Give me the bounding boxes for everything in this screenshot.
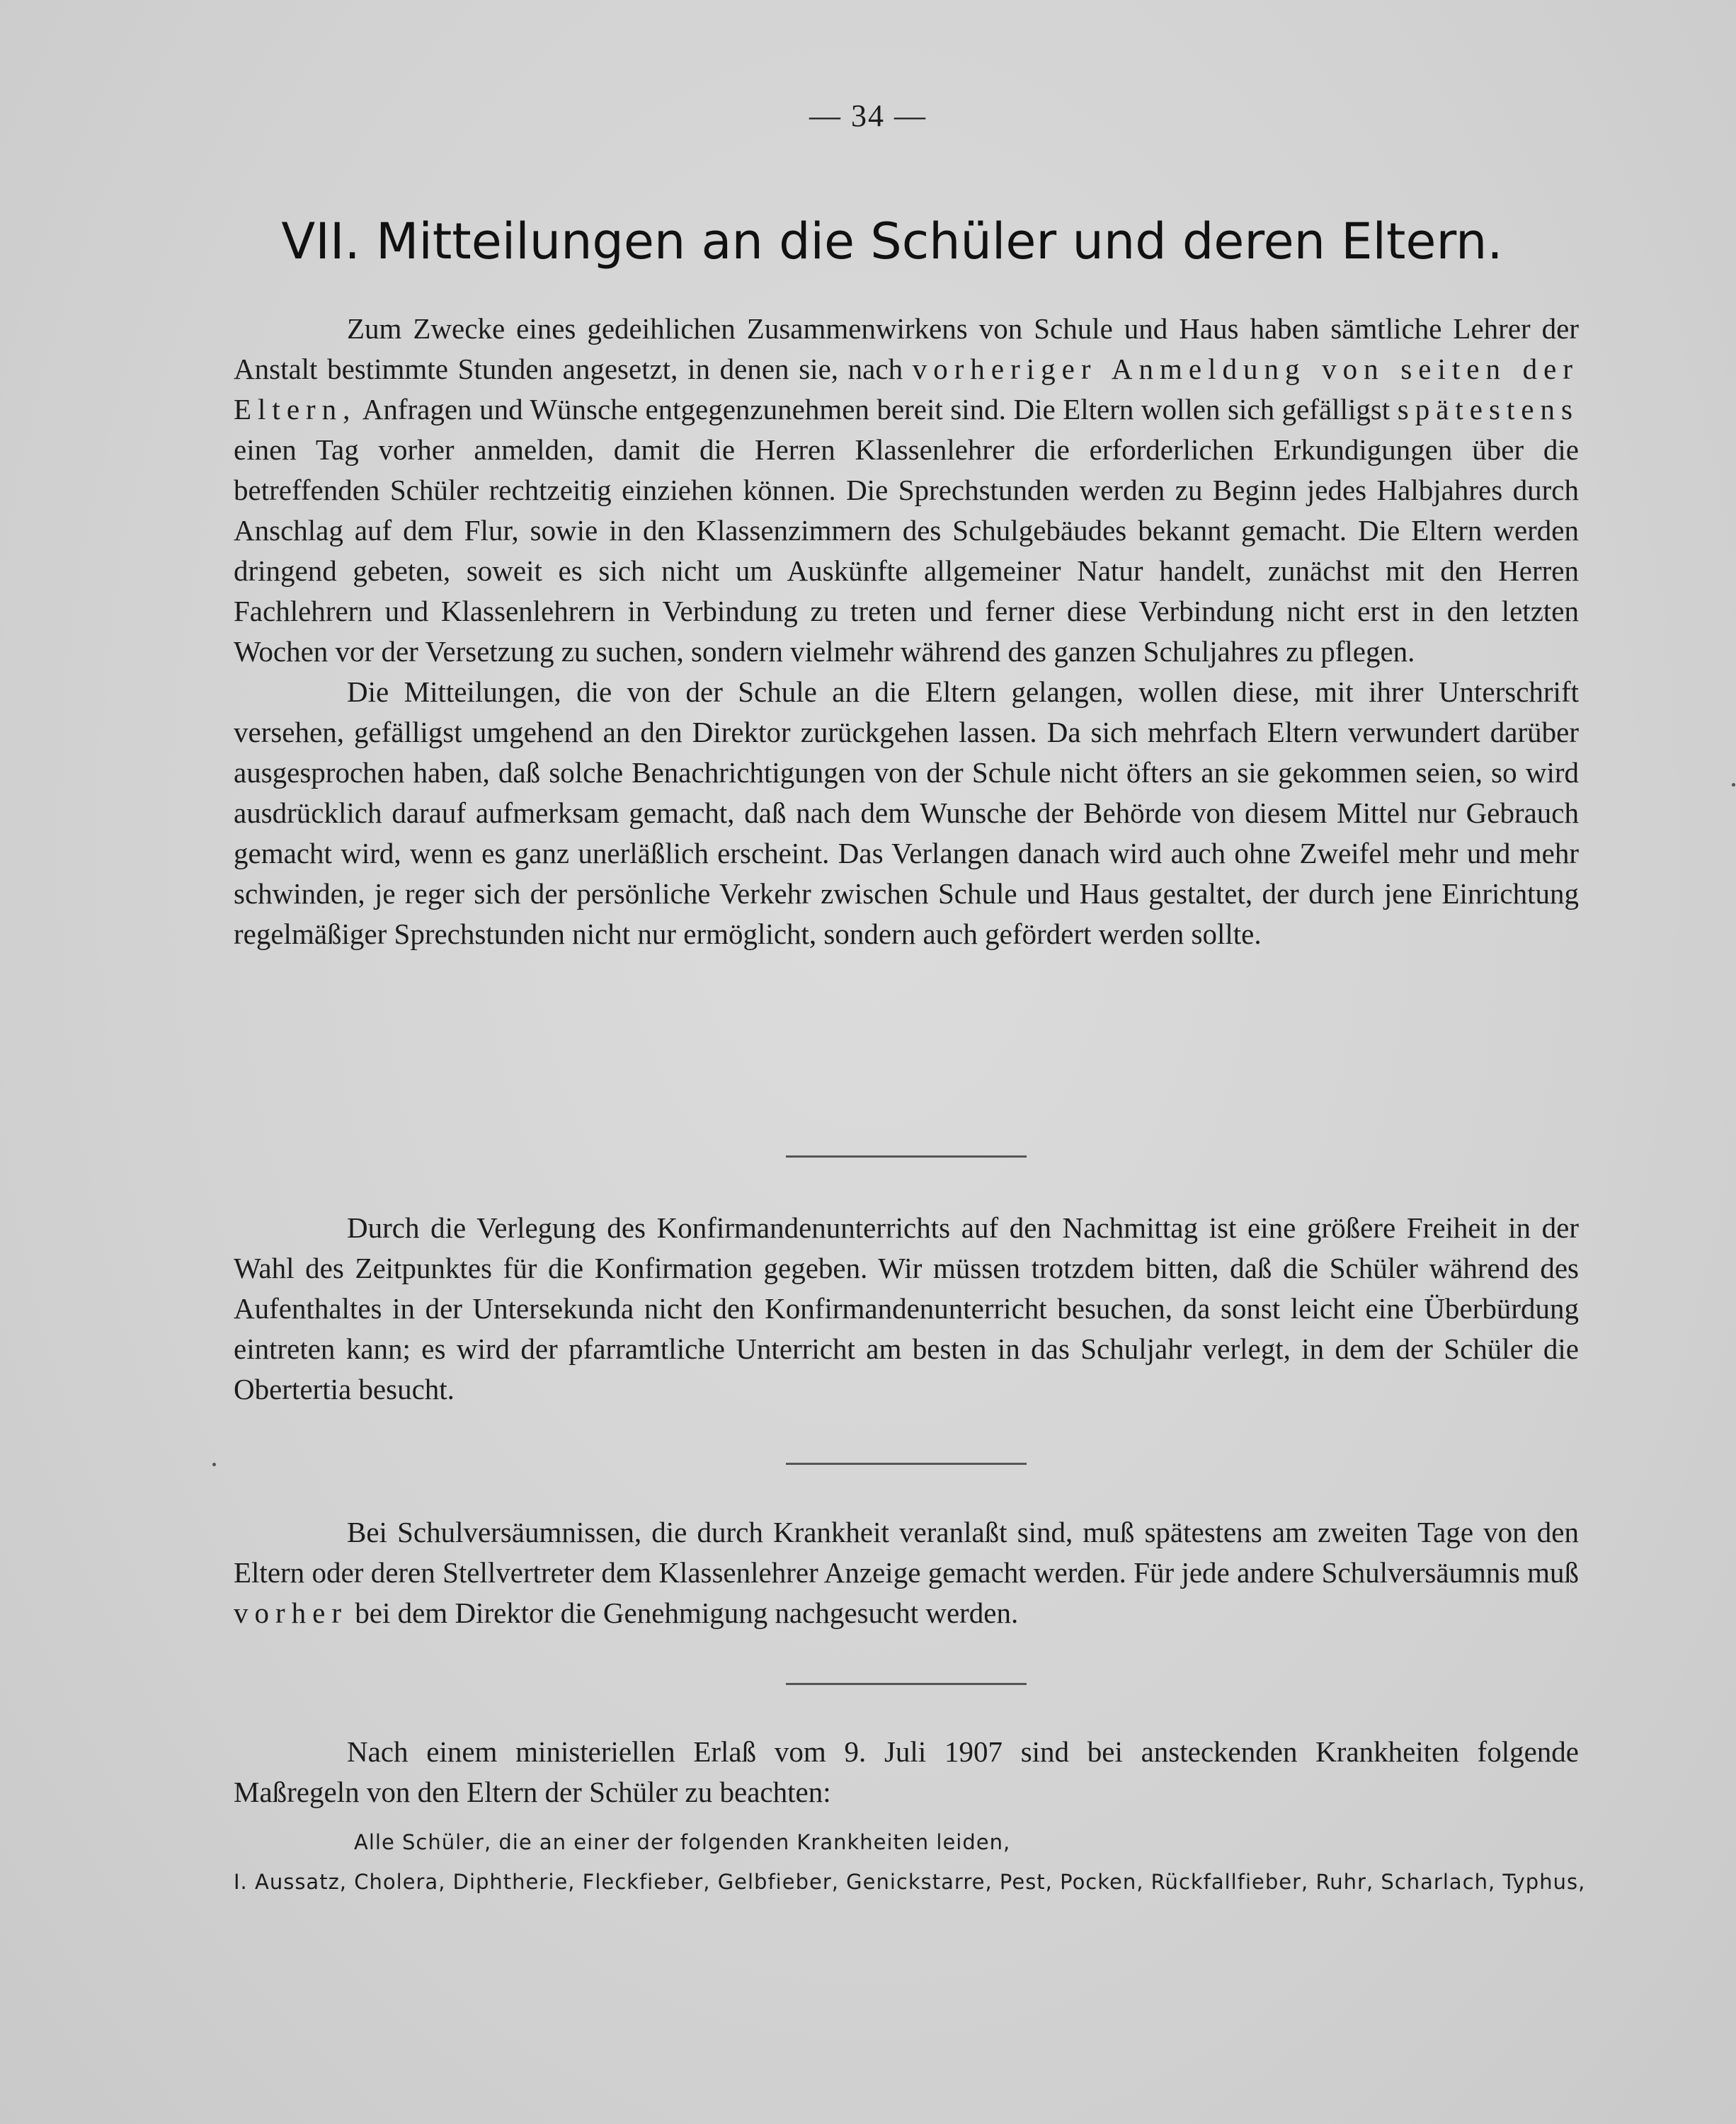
emphasized-text: spätestens <box>1397 393 1579 426</box>
paragraph-ministerial-decree: Nach einem ministeriellen Erlaß vom 9. Juli 1907 sind bei ansteckenden Krankheiten folgende Maßregeln von den Eltern der Schüler zu beachten: <box>234 1735 1579 1808</box>
text-run: Anfragen und Wünsche entgegenzunehmen bereit sind. Die Eltern wollen sich gefälligst <box>356 393 1398 426</box>
section-divider <box>786 1155 1027 1158</box>
section-divider <box>786 1683 1027 1685</box>
emphasized-text: vorheriger Anmeldung von seiten der Eltern, <box>234 353 1580 426</box>
text-run: einen Tag vorher anmelden, damit die Herren Klassenlehrer die erforderlichen Erkundigungen über die betreffenden Schüler rechtzeitig einziehen können. Die Sprechstunden werden zu Beginn jedes Halbjahres durch Anschlag auf dem Flur, sowie in den Klassenzimmern des Schulgebäudes bekannt gemacht. Die Eltern werden dringend gebeten, soweit es sich nicht um Auskünfte allgemeiner Natur handelt, zunächst mit den Herren Fachlehrern und Klassenlehrern in Verbindung zu treten und ferner diese Verbindung nicht erst in den letzten Wochen vor der Versetzung zu suchen, sondern vielmehr während des ganzen Schuljahres zu pflegen. <box>234 433 1579 668</box>
paragraph-office-hours <box>234 309 1579 672</box>
paper-speck <box>1732 783 1735 787</box>
section-confirmation <box>234 1208 1579 1410</box>
paragraph-absences <box>234 1512 1579 1633</box>
section-absences <box>234 1512 1579 1633</box>
section-title: VII. Mitteilungen an die Schüler und deren Eltern. <box>281 212 1503 270</box>
section-contagious-diseases <box>234 1732 1579 1812</box>
section-parent-communication <box>234 309 1579 954</box>
text-run: Zum Zwecke eines gedeihlichen Zusammenwirkens von Schule und Haus haben sämtliche Lehrer der Anstalt bestimmte Stunden angesetzt, in denen sie, nach <box>234 312 1579 385</box>
paper-speck <box>212 1463 216 1466</box>
paragraph-school-notices: Die Mitteilungen, die von der Schule an die Eltern gelangen, wollen diese, mit ihrer Unterschrift versehen, gefälligst umgehend an den Direktor zurückgehen lassen. Da sich mehrfach Eltern verwundert darüber ausgesprochen haben, daß solche Benachrichtigungen von der Schule nicht öfters an sie gekommen seien, so wird ausdrücklich darauf aufmerksam gemacht, daß nach dem Wunsche der Behörde von diesem Mittel nur Gebrauch gemacht wird, wenn es ganz unerläßlich erscheint. Das Verlangen danach wird auch ohne Zweifel mehr und mehr schwinden, je reger sich der persönliche Verkehr zwischen Schule und Haus gestaltet, der durch jene Einrichtung regelmäßiger Sprechstunden nicht nur ermöglicht, sondern auch gefördert werden sollte. <box>234 675 1579 950</box>
emphasized-text: vorher <box>234 1597 348 1629</box>
text-run: Bei Schulversäumnissen, die durch Krankheit veranlaßt sind, muß spätestens am zweiten Tage von den Eltern oder deren Stellvertreter dem Klassenlehrer Anzeige gemacht werden. Für jede andere Schulversäumnis muß <box>234 1516 1579 1589</box>
note-intro: Alle Schüler, die an einer der folgenden Krankheiten leiden, <box>354 1830 1011 1854</box>
section-divider <box>786 1463 1027 1465</box>
note-disease-list: I. Aussatz, Cholera, Diphtherie, Fleckfieber, Gelbfieber, Genickstarre, Pest, Pocken, Rückfallfieber, Ruhr, Scharlach, Typhus, <box>234 1870 1586 1894</box>
page-number: — 34 — <box>809 98 927 133</box>
paragraph-confirmation-classes: Durch die Verlegung des Konfirmandenunterrichts auf den Nachmittag ist eine größere Freiheit in der Wahl des Zeitpunktes für die Konfirmation gegeben. Wir müssen trotzdem bitten, daß die Schüler während des Aufenthaltes in der Untersekunda nicht den Konfirmandenunterricht besuchen, da sonst leicht eine Überbürdung eintreten kann; es wird der pfarramtliche Unterricht am besten in das Schuljahr verlegt, in dem der Schüler die Obertertia besucht. <box>234 1211 1579 1405</box>
text-run: bei dem Direktor die Genehmigung nachgesucht werden. <box>348 1597 1019 1629</box>
